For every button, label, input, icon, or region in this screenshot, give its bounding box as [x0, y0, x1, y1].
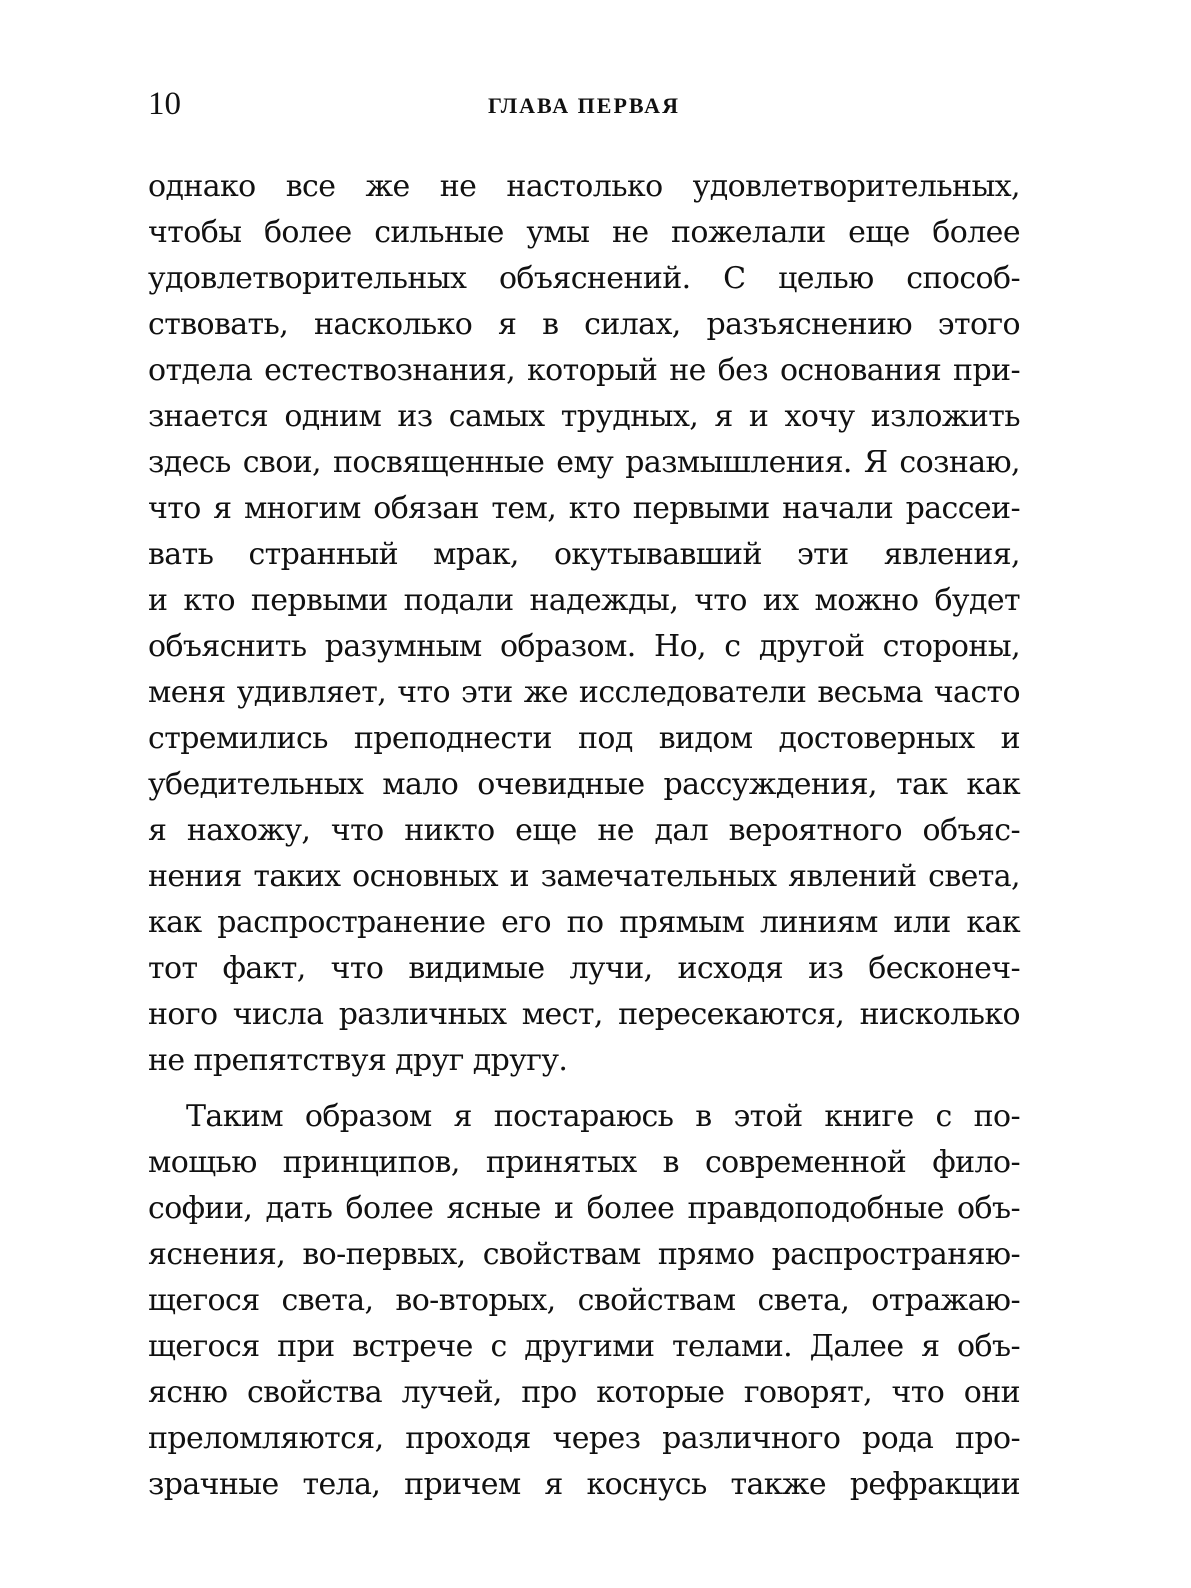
- page-number: 10: [148, 86, 181, 122]
- text-line: однако все же не настолько удовлетворительных,: [148, 169, 1020, 204]
- text-line: ного числа различных мест, пересекаются, нисколько: [148, 997, 1020, 1032]
- text-line: здесь свои, посвященные ему размышления. Я сознаю,: [148, 445, 1020, 480]
- text-line: убедительных мало очевидные рассуждения, так как: [148, 767, 1020, 802]
- text-line: софии, дать более ясные и более правдоподобные объ-: [148, 1191, 1020, 1226]
- text-line: стремились преподнести под видом достоверных и: [148, 721, 1020, 756]
- page-header: [148, 82, 1020, 128]
- body-text: [148, 164, 1020, 1508]
- text-line: Таким образом я постараюсь в этой книге с по-: [186, 1099, 1020, 1134]
- text-line: что я многим обязан тем, кто первыми начали рассеи-: [148, 491, 1020, 526]
- text-line: я нахожу, что никто еще не дал вероятного объяс-: [148, 813, 1020, 848]
- text-line: тот факт, что видимые лучи, исходя из бесконеч-: [148, 951, 1020, 986]
- text-line: зрачные тела, причем я коснусь также рефракции: [148, 1467, 1020, 1502]
- text-line: как распространение его по прямым линиям или как: [148, 905, 1020, 940]
- text-line: удовлетворительных объяснений. С целью способ-: [148, 261, 1020, 296]
- text-line: ясню свойства лучей, про которые говорят, что они: [148, 1375, 1020, 1410]
- text-line: и кто первыми подали надежды, что их можно будет: [148, 583, 1020, 618]
- paragraph-1: [148, 164, 1020, 1084]
- text-line: меня удивляет, что эти же исследователи весьма часто: [148, 675, 1020, 710]
- paragraph-2: [148, 1094, 1020, 1508]
- text-line: объяснить разумным образом. Но, с другой стороны,: [148, 629, 1020, 664]
- text-line: знается одним из самых трудных, я и хочу изложить: [148, 399, 1020, 434]
- paragraph-gap: [148, 1084, 1020, 1094]
- text-line: ствовать, насколько я в силах, разъяснению этого: [148, 307, 1020, 342]
- text-line: щегося света, во-вторых, свойствам света, отражаю-: [148, 1283, 1020, 1318]
- text-line: мощью принципов, принятых в современной фило-: [148, 1145, 1020, 1180]
- text-line: не препятствуя друг другу.: [148, 1043, 568, 1078]
- text-line: чтобы более сильные умы не пожелали еще более: [148, 215, 1020, 250]
- text-line: щегося при встрече с другими телами. Далее я объ-: [148, 1329, 1020, 1364]
- text-line: отдела естествознания, который не без основания при-: [148, 353, 1020, 388]
- text-line: вать странный мрак, окутывавший эти явления,: [148, 537, 1020, 572]
- text-line: яснения, во-первых, свойствам прямо распространяю-: [148, 1237, 1020, 1272]
- text-line: преломляются, проходя через различного рода про-: [148, 1421, 1020, 1456]
- text-line: нения таких основных и замечательных явлений света,: [148, 859, 1020, 894]
- running-head: ГЛАВА ПЕРВАЯ: [488, 93, 680, 118]
